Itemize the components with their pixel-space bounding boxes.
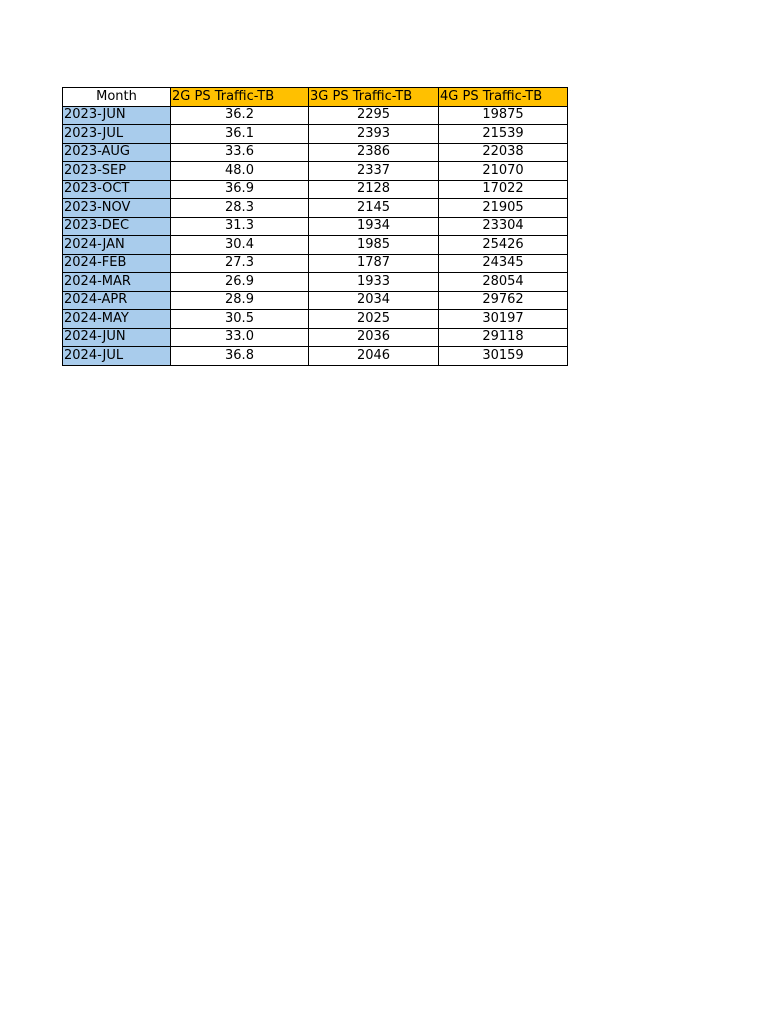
table-row: [63, 143, 568, 162]
table-row: [63, 273, 568, 292]
table-body: [63, 106, 568, 365]
table-row: [63, 236, 568, 255]
table-row: [63, 217, 568, 236]
traffic-3g-cell[interactable]: 2337: [309, 162, 439, 181]
traffic-4g-cell[interactable]: 22038: [439, 143, 568, 162]
month-cell[interactable]: 2023-SEP: [63, 162, 171, 181]
traffic-2g-cell[interactable]: 36.8: [171, 347, 309, 366]
traffic-3g-cell[interactable]: 2034: [309, 291, 439, 310]
month-cell[interactable]: 2024-JUN: [63, 328, 171, 347]
traffic-3g-cell[interactable]: 1985: [309, 236, 439, 255]
month-cell[interactable]: 2024-APR: [63, 291, 171, 310]
traffic-3g-cell[interactable]: 2393: [309, 125, 439, 144]
traffic-3g-cell[interactable]: 1787: [309, 254, 439, 273]
traffic-4g-cell[interactable]: 19875: [439, 106, 568, 125]
traffic-4g-cell[interactable]: 23304: [439, 217, 568, 236]
traffic-2g-cell[interactable]: 26.9: [171, 273, 309, 292]
table-row: [63, 180, 568, 199]
traffic-4g-cell[interactable]: 21070: [439, 162, 568, 181]
traffic-4g-cell[interactable]: 21905: [439, 199, 568, 218]
table-row: [63, 347, 568, 366]
traffic-3g-cell[interactable]: 2145: [309, 199, 439, 218]
table-row: [63, 162, 568, 181]
traffic-3g-cell[interactable]: 1933: [309, 273, 439, 292]
table-row: [63, 199, 568, 218]
traffic-2g-cell[interactable]: 36.2: [171, 106, 309, 125]
traffic-2g-cell[interactable]: 28.3: [171, 199, 309, 218]
table-row: [63, 106, 568, 125]
traffic-2g-cell[interactable]: 48.0: [171, 162, 309, 181]
table-row: [63, 310, 568, 329]
traffic-4g-cell[interactable]: 21539: [439, 125, 568, 144]
traffic-4g-cell[interactable]: 17022: [439, 180, 568, 199]
traffic-2g-cell[interactable]: 31.3: [171, 217, 309, 236]
traffic-4g-cell[interactable]: 30159: [439, 347, 568, 366]
traffic-2g-cell[interactable]: 28.9: [171, 291, 309, 310]
month-cell[interactable]: 2023-JUL: [63, 125, 171, 144]
table-row: [63, 125, 568, 144]
traffic-3g-cell[interactable]: 1934: [309, 217, 439, 236]
header-4g-traffic[interactable]: 4G PS Traffic-TB: [439, 88, 568, 107]
header-3g-traffic[interactable]: 3G PS Traffic-TB: [309, 88, 439, 107]
month-cell[interactable]: 2024-MAY: [63, 310, 171, 329]
month-cell[interactable]: 2023-JUN: [63, 106, 171, 125]
table-row: [63, 254, 568, 273]
traffic-4g-cell[interactable]: 25426: [439, 236, 568, 255]
traffic-2g-cell[interactable]: 33.0: [171, 328, 309, 347]
month-cell[interactable]: 2023-DEC: [63, 217, 171, 236]
month-cell[interactable]: 2024-JAN: [63, 236, 171, 255]
month-cell[interactable]: 2023-NOV: [63, 199, 171, 218]
traffic-4g-cell[interactable]: 29762: [439, 291, 568, 310]
traffic-3g-cell[interactable]: 2025: [309, 310, 439, 329]
traffic-4g-cell[interactable]: 30197: [439, 310, 568, 329]
traffic-2g-cell[interactable]: 33.6: [171, 143, 309, 162]
month-cell[interactable]: 2024-FEB: [63, 254, 171, 273]
header-row: [63, 88, 568, 107]
traffic-4g-cell[interactable]: 28054: [439, 273, 568, 292]
traffic-2g-cell[interactable]: 30.5: [171, 310, 309, 329]
traffic-2g-cell[interactable]: 30.4: [171, 236, 309, 255]
month-cell[interactable]: 2023-AUG: [63, 143, 171, 162]
table-row: [63, 291, 568, 310]
traffic-4g-cell[interactable]: 24345: [439, 254, 568, 273]
traffic-3g-cell[interactable]: 2386: [309, 143, 439, 162]
month-cell[interactable]: 2024-MAR: [63, 273, 171, 292]
traffic-3g-cell[interactable]: 2128: [309, 180, 439, 199]
header-month[interactable]: Month: [63, 88, 171, 107]
month-cell[interactable]: 2024-JUL: [63, 347, 171, 366]
traffic-2g-cell[interactable]: 36.9: [171, 180, 309, 199]
traffic-3g-cell[interactable]: 2295: [309, 106, 439, 125]
month-cell[interactable]: 2023-OCT: [63, 180, 171, 199]
traffic-4g-cell[interactable]: 29118: [439, 328, 568, 347]
traffic-table: [62, 87, 568, 366]
traffic-3g-cell[interactable]: 2036: [309, 328, 439, 347]
traffic-3g-cell[interactable]: 2046: [309, 347, 439, 366]
table-row: [63, 328, 568, 347]
traffic-2g-cell[interactable]: 36.1: [171, 125, 309, 144]
traffic-2g-cell[interactable]: 27.3: [171, 254, 309, 273]
header-2g-traffic[interactable]: 2G PS Traffic-TB: [171, 88, 309, 107]
